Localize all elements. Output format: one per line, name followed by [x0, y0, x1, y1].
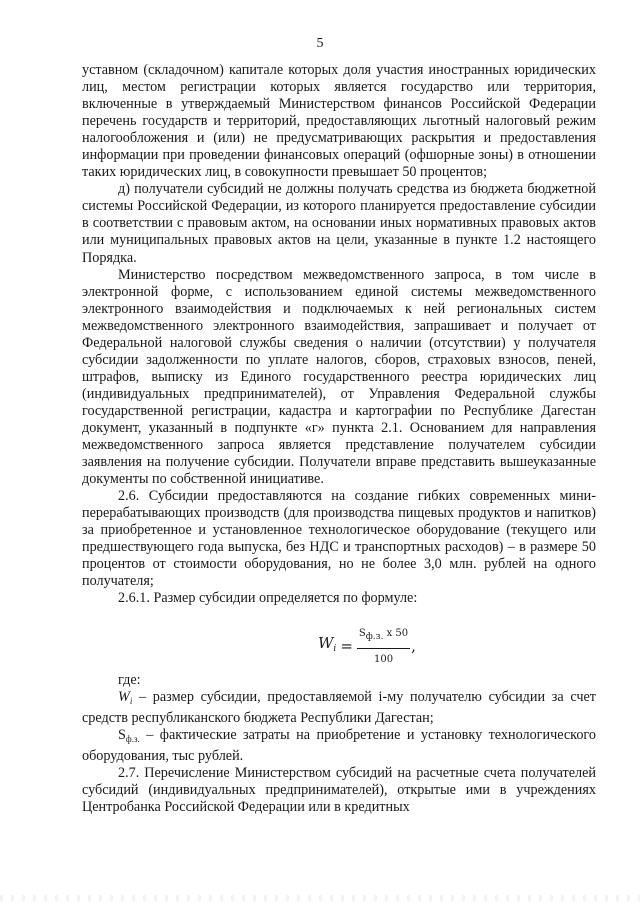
document-body — [82, 62, 596, 816]
scan-artifact — [0, 895, 640, 901]
formula-equals: = — [340, 636, 353, 655]
formula-fraction — [357, 625, 410, 668]
var-s: $S_{ф.з.}$ — [118, 726, 140, 744]
paragraph-2-6-1: 2.6.1. Размер субсидии определяется по формуле: — [118, 590, 418, 607]
subsidy-formula — [82, 628, 596, 666]
formula-tail: , — [411, 636, 416, 655]
formula-denominator: 100 — [373, 654, 394, 665]
paragraph-interagency-request: Министерство посредством межведомственного запроса, в том числе в электронной форме, с использованием единой системы межведомственного электронного взаимодействия и подключаемых к ней региональных систем межведомственного электронного взаимодействия, запрашивает и получает от Федеральной налоговой службы сведения о наличии (отсутствии) у получателя субсидии задолженности по уплате налогов, сборов, страховых взносов, пеней, штрафов, выписку из Единого государственного реестра юридических лиц (индивидуальных предпринимателей), от Управления Федеральной службы государственной регистрации, кадастра и картографии по Республике Дагестан документ, указанный в подпункте «г» пункта 2.1. Основанием для направления межведомственного запроса является представление получателем субсидии заявления на получение субсидии. Получатели вправе представить вышеуказанные документы по собственной инициативе. — [82, 266, 596, 488]
formula-numerator: Sф.з. x 50 — [357, 625, 410, 649]
paragraph-2-6: 2.6. Субсидии предоставляются на создание гибких современных мини-перерабатывающих производств (для производства пищевых продуктов и напитков) за приобретенное и установленное технологическое оборудование (текущего или предшествующего года выпуска, без НДС и транспортных расходов) – в размере 50 процентов от стоимости оборудования, но не более 3,0 млн. рублей на одного получателя; — [82, 488, 596, 590]
paragraph-subsidy-d: д) получатели субсидий не должны получать средства из бюджета бюджетной системы Российской Федерации, из которого планируется предоставление субсидии в соответствии с правовым актом, на основании иных нормативных правовых актов или муниципальных правовых актов на цели, указанные в пункте 1.2 настоящего Порядка. — [82, 181, 596, 266]
paragraph-s-definition: $S_{ф.з.}$ – фактические затраты на приобретение и установку технологического оборудования, тыс рублей. — [82, 726, 596, 764]
paragraph-offshore: уставном (складочном) капитале которых доля участия иностранных юридических лиц, местом регистрации которых является государство или территория, включенные в утверждаемый Министерством финансов Российской Федерации перечень государств и территорий, предоставляющих льготный налоговый режим налогообложения и (или) не предусматривающих раскрытия и предоставления информации при проведении финансовых операций (офшорные зоны) в отношении таких юридических лиц, в совокупности превышает 50 процентов; — [82, 62, 596, 181]
formula-lhs: $W_i$ — [318, 633, 337, 654]
var-w: $W_i$ — [118, 688, 133, 706]
paragraph-2-7: 2.7. Перечисление Министерством субсидий на расчетные счета получателей субсидий (индивидуальных предпринимателей), открытые ими в учреждениях Центробанка Российской Федерации или в кредитных — [82, 764, 596, 815]
page-number: 5 — [316, 36, 324, 51]
paragraph-w-definition: $W_i$ – размер субсидии, предоставляемой i-му получателю субсидии за счет средств республиканского бюджета Республики Дагестан; — [82, 688, 596, 726]
paragraph-where: где: — [118, 671, 141, 688]
